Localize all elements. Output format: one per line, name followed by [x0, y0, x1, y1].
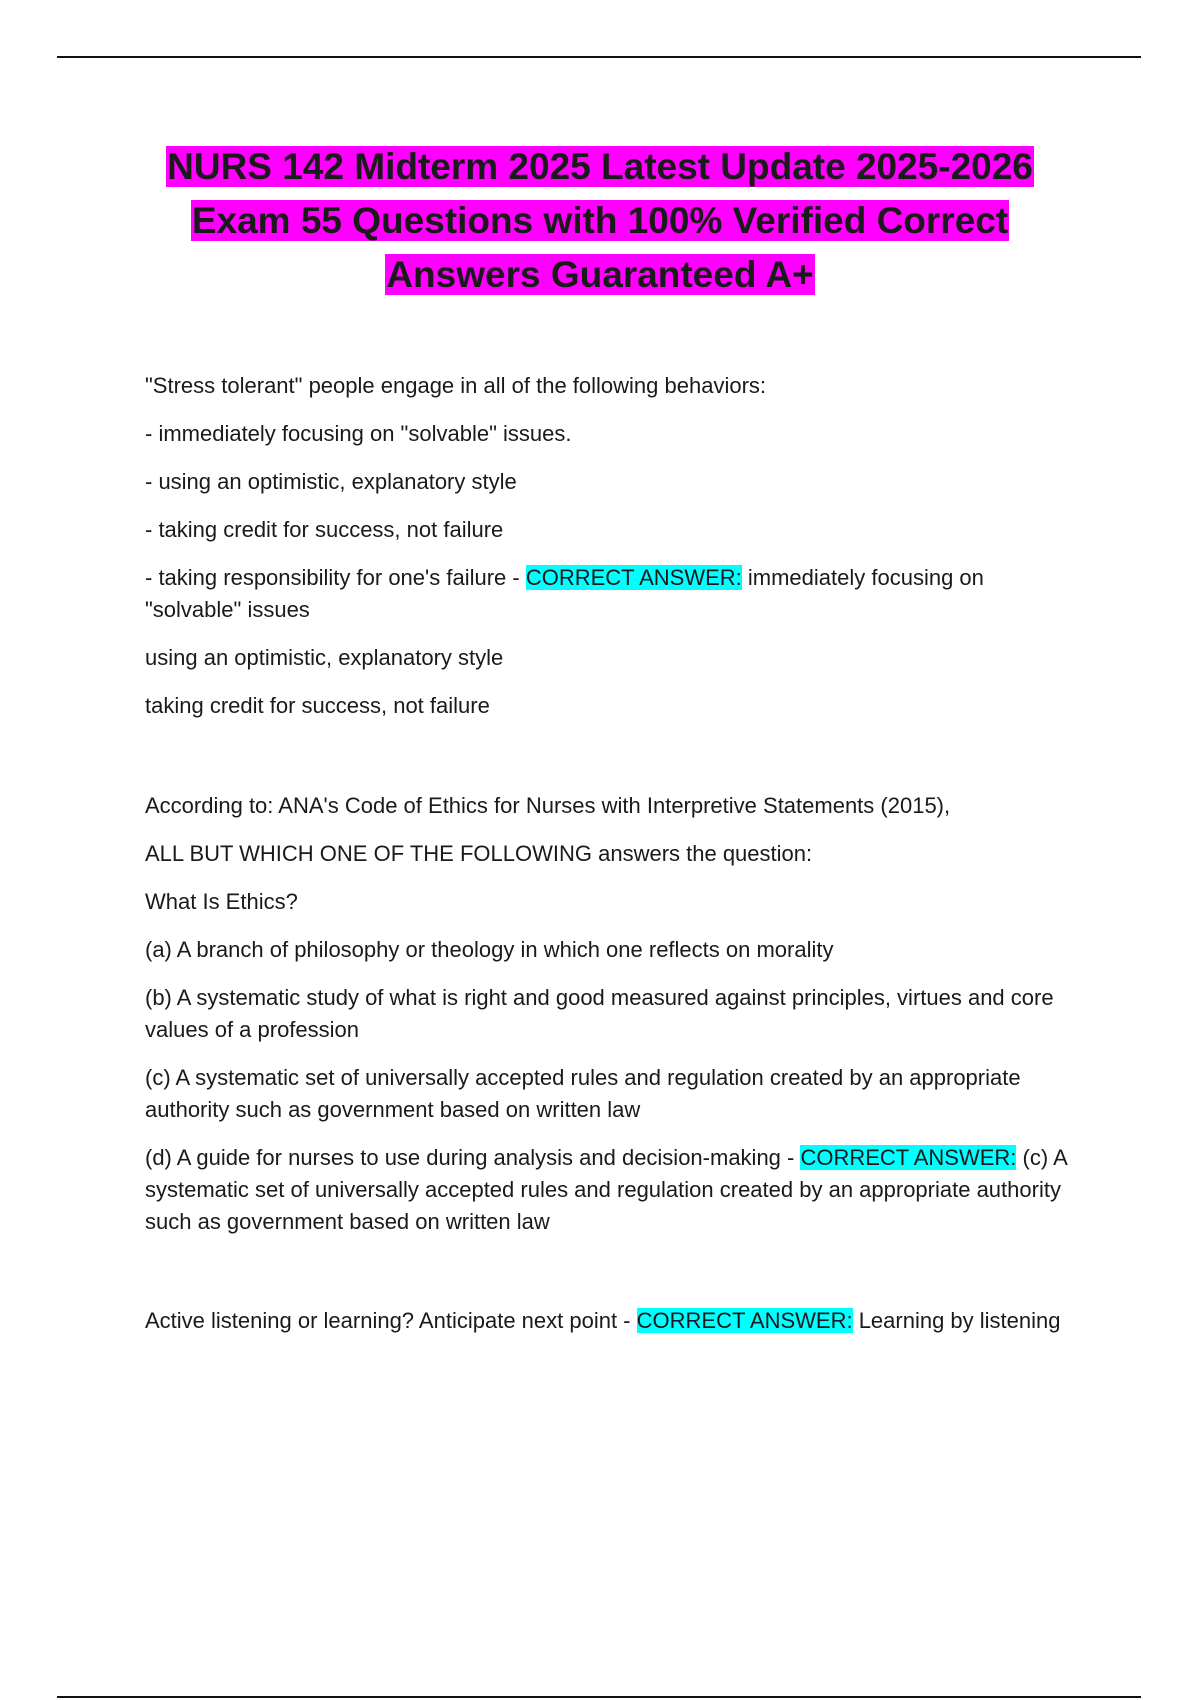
q1-option-1: - immediately focusing on "solvable" issues. [145, 421, 572, 446]
q2-option-b: (b) A systematic study of what is right and good measured against principles, virtues and core values of a profession [145, 985, 1054, 1042]
footer-rule [57, 1696, 1141, 1698]
q1-answer-1: immediately focusing on "solvable" issues [145, 565, 984, 622]
document-title [100, 140, 1100, 302]
title-line-2: Exam 55 Questions with 100% Verified Correct [191, 200, 1009, 241]
question-1 [145, 370, 1085, 722]
q2-line-1: According to: ANA's Code of Ethics for Nurses with Interpretive Statements (2015), [145, 793, 951, 818]
q2-option-c: (c) A systematic set of universally accepted rules and regulation created by an appropriate authority such as government based on written law [145, 1065, 1021, 1122]
q3-question: Active listening or learning? Anticipate next point - [145, 1308, 637, 1333]
correct-answer-label: CORRECT ANSWER: [800, 1145, 1017, 1170]
q1-option-4-with-answer [145, 562, 1085, 626]
q1-option-4: - taking responsibility for one's failure - [145, 565, 526, 590]
q1-intro: "Stress tolerant" people engage in all of the following behaviors: [145, 373, 767, 398]
q2-option-d-with-answer [145, 1142, 1085, 1238]
correct-answer-label: CORRECT ANSWER: [525, 565, 742, 590]
correct-answer-label: CORRECT ANSWER: [636, 1308, 853, 1333]
q2-line-3: What Is Ethics? [145, 889, 298, 914]
q3-answer: Learning by listening [852, 1308, 1061, 1333]
question-2 [145, 790, 1085, 1238]
title-line-1: NURS 142 Midterm 2025 Latest Update 2025-2026 [167, 146, 1033, 187]
q1-answer-3: taking credit for success, not failure [145, 693, 490, 718]
title-line-3: Answers Guaranteed A+ [386, 254, 814, 295]
q1-option-2: - using an optimistic, explanatory style [145, 469, 517, 494]
q3-with-answer [145, 1305, 1085, 1337]
question-3 [145, 1305, 1085, 1337]
q2-line-2: ALL BUT WHICH ONE OF THE FOLLOWING answers the question: [145, 841, 813, 866]
q1-answer-2: using an optimistic, explanatory style [145, 645, 504, 670]
q2-option-a: (a) A branch of philosophy or theology in which one reflects on morality [145, 937, 834, 962]
q2-option-d: (d) A guide for nurses to use during analysis and decision-making - [145, 1145, 801, 1170]
q2-answer: (c) A systematic set of universally accepted rules and regulation created by an appropriate authority such as government based on written law [145, 1145, 1067, 1234]
header-rule [57, 56, 1141, 58]
q1-option-3: - taking credit for success, not failure [145, 517, 504, 542]
